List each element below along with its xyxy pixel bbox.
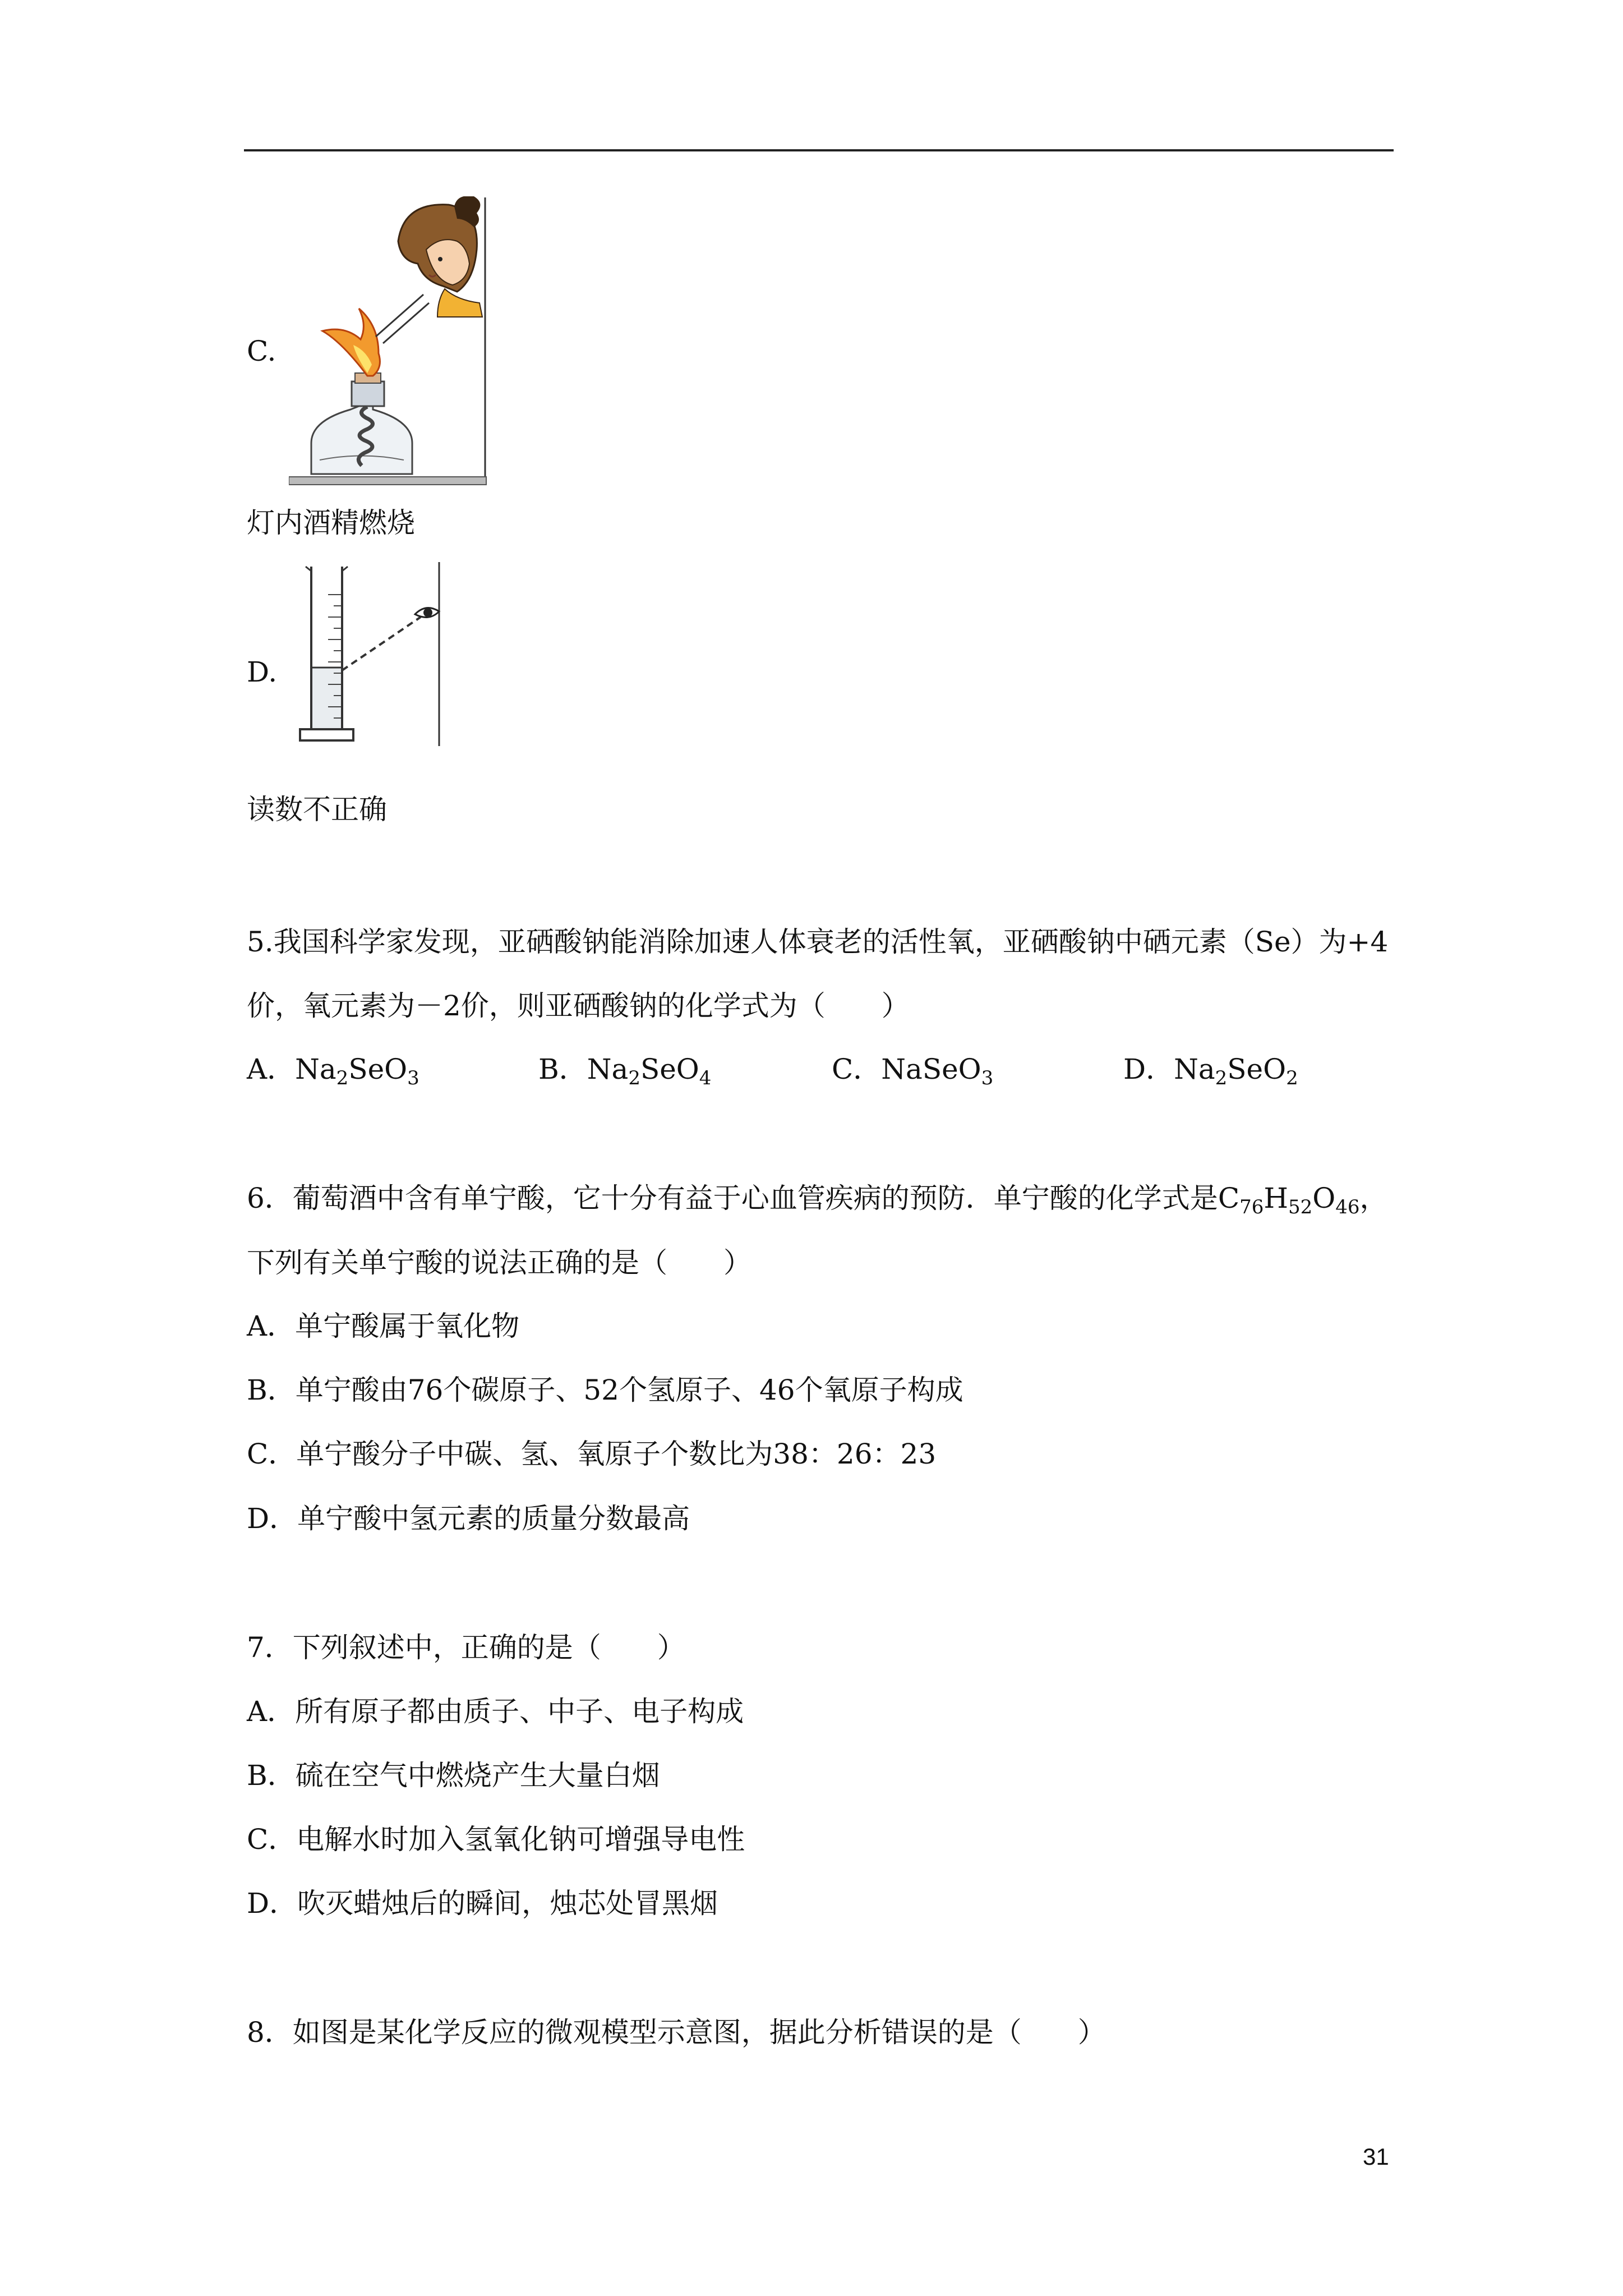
q6-option-d: D．单宁酸中氢元素的质量分数最高 [247,1502,690,1535]
option-c-label: C. [247,335,276,367]
q5-option-b: B．$Na_2SeO_4$ [538,1053,712,1089]
q5-stem-line2: 价，氧元素为－2价，则亚硒酸钠的化学式为（ ） [247,990,910,1022]
q5-option-d: D．$Na_2SeO_2$ [1123,1053,1298,1089]
header-rule [244,149,1394,151]
q7-option-a: A．所有原子都由质子、中子、电子构成 [247,1695,744,1728]
q6-formula: $C_{76}H_{52}O_{46}$， [1218,1182,1388,1218]
q5-stem-line1: 5.我国科学家发现，亚硒酸钠能消除加速人体衰老的活性氧，亚硒酸钠中硒元素（Se）为+4 [247,926,1389,958]
q7-option-d: D．吹灭蜡烛后的瞬间，烛芯处冒黑烟 [247,1887,718,1920]
option-d-label: D. [247,656,278,688]
option-d-caption: 读数不正确 [247,793,387,826]
q6-option-b: B．单宁酸由76个碳原子、52个氢原子、46个氧原子构成 [247,1374,963,1406]
q7-stem: 7．下列叙述中，正确的是（ ） [247,1631,685,1664]
q7-option-b: B．硫在空气中燃烧产生大量白烟 [247,1759,660,1792]
alcohol-lamp-figure [289,196,491,488]
page-number: 31 [1363,2143,1389,2170]
q8-stem: 8．如图是某化学反应的微观模型示意图，据此分析错误的是（ ） [247,2016,1106,2049]
q5-option-a: A．$Na_2SeO_3$ [247,1053,419,1089]
q6-option-c: C．单宁酸分子中碳、氢、氧原子个数比为38：26：23 [247,1438,937,1470]
q5-option-c: C．NaSeO$_3$ [832,1053,994,1089]
q5-options [247,1052,1396,1089]
q6-stem-line1: 6．葡萄酒中含有单宁酸，它十分有益于心血管疾病的预防．单宁酸的化学式是$C_{76}H_{52}O_{46}$， [247,1182,1388,1218]
graduated-cylinder-figure [289,561,443,749]
q6-option-a: A．单宁酸属于氧化物 [247,1310,520,1342]
option-c-caption: 灯内酒精燃烧 [247,507,415,539]
q7-option-c: C．电解水时加入氢氧化钠可增强导电性 [247,1823,745,1856]
q6-stem-line2: 下列有关单宁酸的说法正确的是（ ） [247,1246,751,1279]
